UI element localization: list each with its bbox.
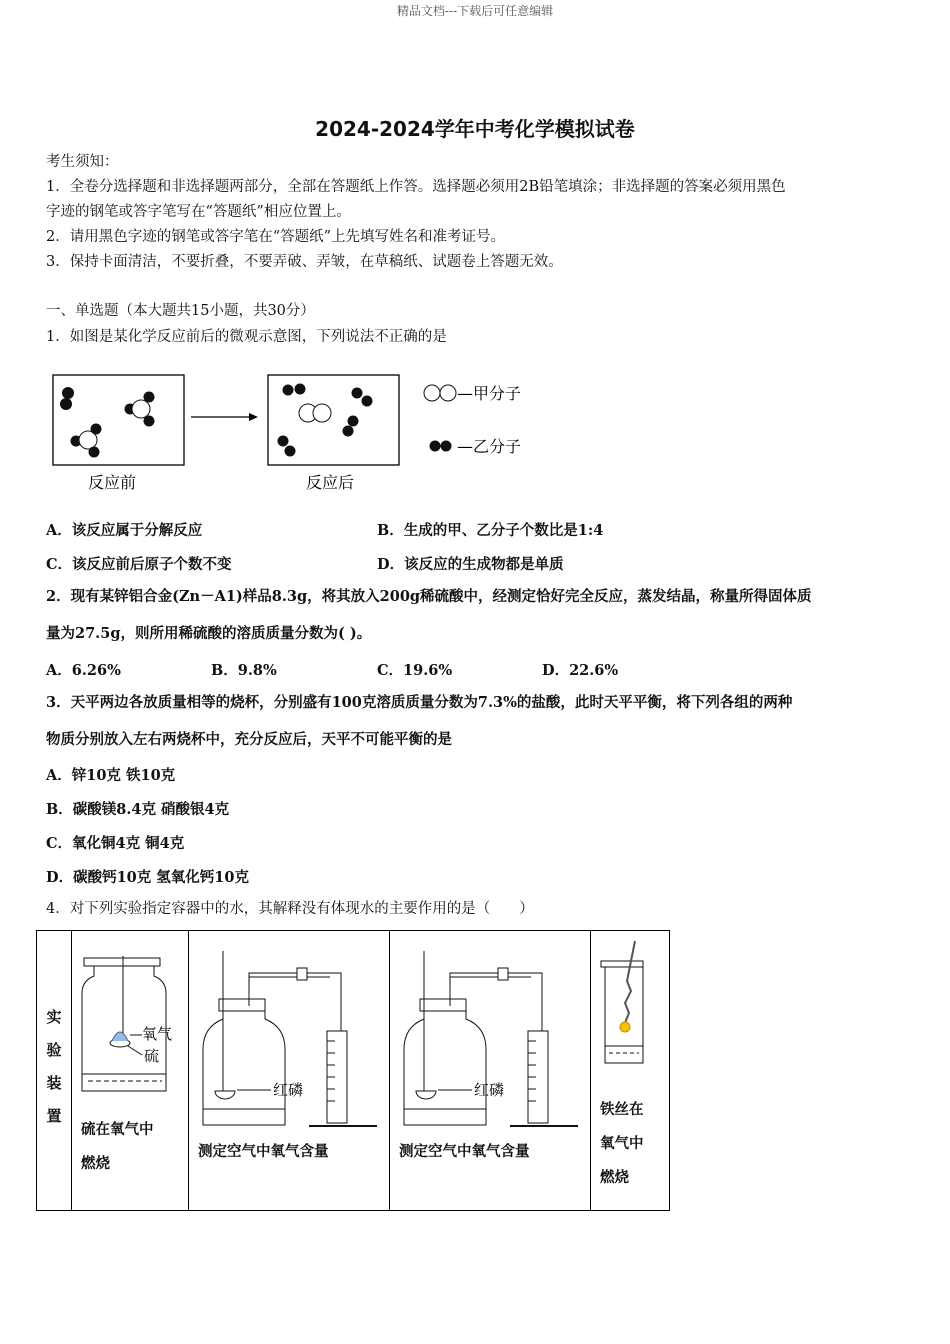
q2-option-b: B．9.8% xyxy=(211,662,277,679)
row-header-char: 装 xyxy=(46,1074,62,1092)
row-header-char: 置 xyxy=(46,1107,62,1125)
q3-option-a: A．锌10克 铁10克 xyxy=(46,767,176,784)
q2-option-a: A．6.26% xyxy=(46,662,121,679)
before-label: 反应前 xyxy=(88,473,137,492)
header-note: 精品文档---下载后可任意编辑 xyxy=(396,4,554,18)
q1-reaction-figure xyxy=(46,365,566,495)
air-oxygen-figure xyxy=(390,931,590,1131)
q2-option-c: C．19.6% xyxy=(377,662,453,679)
q2-option-d: D．22.6% xyxy=(542,662,619,679)
q1-option-d: D．该反应的生成物都是单质 xyxy=(377,556,564,573)
sulfur-jar-figure xyxy=(72,931,188,1101)
air-oxygen-figure xyxy=(189,931,389,1131)
caption-iron: 铁丝在 xyxy=(600,1101,644,1118)
caption-air-2: 测定空气中氧气含量 xyxy=(399,1143,530,1160)
row-header-char: 验 xyxy=(46,1041,62,1059)
apparatus-air-2 xyxy=(390,931,591,1211)
q3-stem: 物质分别放入左右两烧杯中，充分反应后，天平不可能平衡的是 xyxy=(46,731,452,748)
notice-item: 字迹的钢笔或答字笔写在“答题纸”相应位置上。 xyxy=(46,204,351,220)
notice-heading: 考生须知： xyxy=(46,154,119,170)
legend-a-icon xyxy=(424,385,440,401)
apparatus-air-1 xyxy=(189,931,390,1211)
legend-a: —甲分子 xyxy=(457,384,522,403)
notice-item: 3．保持卡面清洁，不要折叠，不要弄破、弄皱，在草稿纸、试题卷上答题无效。 xyxy=(46,254,563,270)
row-header-cell xyxy=(37,931,72,1211)
section-heading: 一、单选题（本大题共15小题，共30分） xyxy=(46,303,315,319)
q3-option-b: B．碳酸镁8.4克 硝酸银4克 xyxy=(46,801,230,818)
q3-stem: 3．天平两边各放质量相等的烧杯，分别盛有100克溶质质量分数为7.3%的盐酸，此时天平平衡，将下列各组的两种 xyxy=(46,694,793,711)
caption-sulfur: 燃烧 xyxy=(81,1155,110,1172)
q2-stem: 量为27.5g，则所用稀硫酸的溶质质量分数为( )。 xyxy=(46,625,372,642)
caption-sulfur: 硫在氧气中 xyxy=(81,1121,154,1138)
q1-option-c: C．该反应前后原子个数不变 xyxy=(46,556,232,573)
notice-item: 2．请用黑色字迹的钢笔或答字笔在“答题纸”上先填写姓名和准考证号。 xyxy=(46,229,506,245)
after-label: 反应后 xyxy=(306,473,355,492)
label-phosphorus: 红磷 xyxy=(273,1081,304,1099)
row-header-char: 实 xyxy=(46,1008,62,1026)
q3-option-d: D．碳酸钙10克 氢氧化钙10克 xyxy=(46,869,249,886)
q1-option-b: B．生成的甲、乙分子个数比是1:4 xyxy=(377,522,604,539)
legend-b-icon xyxy=(430,441,441,452)
q4-apparatus-table xyxy=(36,930,670,1211)
caption-iron: 氧气中 xyxy=(600,1135,644,1152)
notice-item: 1．全卷分选择题和非选择题两部分，全部在答题纸上作答。选择题必须用2B铅笔填涂；非选择题的答案必须用黑色 xyxy=(46,179,786,195)
iron-jar-figure xyxy=(591,931,669,1071)
apparatus-iron xyxy=(591,931,670,1211)
legend-b: —乙分子 xyxy=(457,437,522,456)
label-phosphorus: 红磷 xyxy=(474,1081,505,1099)
q4-stem: 4．对下列实验指定容器中的水，其解释没有体现水的主要作用的是（ ） xyxy=(46,901,534,917)
caption-air-1: 测定空气中氧气含量 xyxy=(198,1143,329,1160)
apparatus-sulfur xyxy=(72,931,189,1211)
q2-stem: 2．现有某锌铝合金(Zn－A1)样品8.3g，将其放入200g稀硫酸中，经测定恰好完全反应，蒸发结晶，称量所得固体质 xyxy=(46,588,812,605)
caption-iron: 燃烧 xyxy=(600,1169,629,1186)
page-title: 2024-2024学年中考化学模拟试卷 xyxy=(315,117,635,141)
q1-stem: 1．如图是某化学反应前后的微观示意图，下列说法不正确的是 xyxy=(46,329,447,345)
q1-option-a: A．该反应属于分解反应 xyxy=(46,522,203,539)
label-oxygen: 氧气 xyxy=(142,1025,173,1043)
q3-option-c: C．氧化铜4克 铜4克 xyxy=(46,835,185,852)
label-sulfur: 硫 xyxy=(144,1047,160,1065)
before-box xyxy=(53,375,184,465)
